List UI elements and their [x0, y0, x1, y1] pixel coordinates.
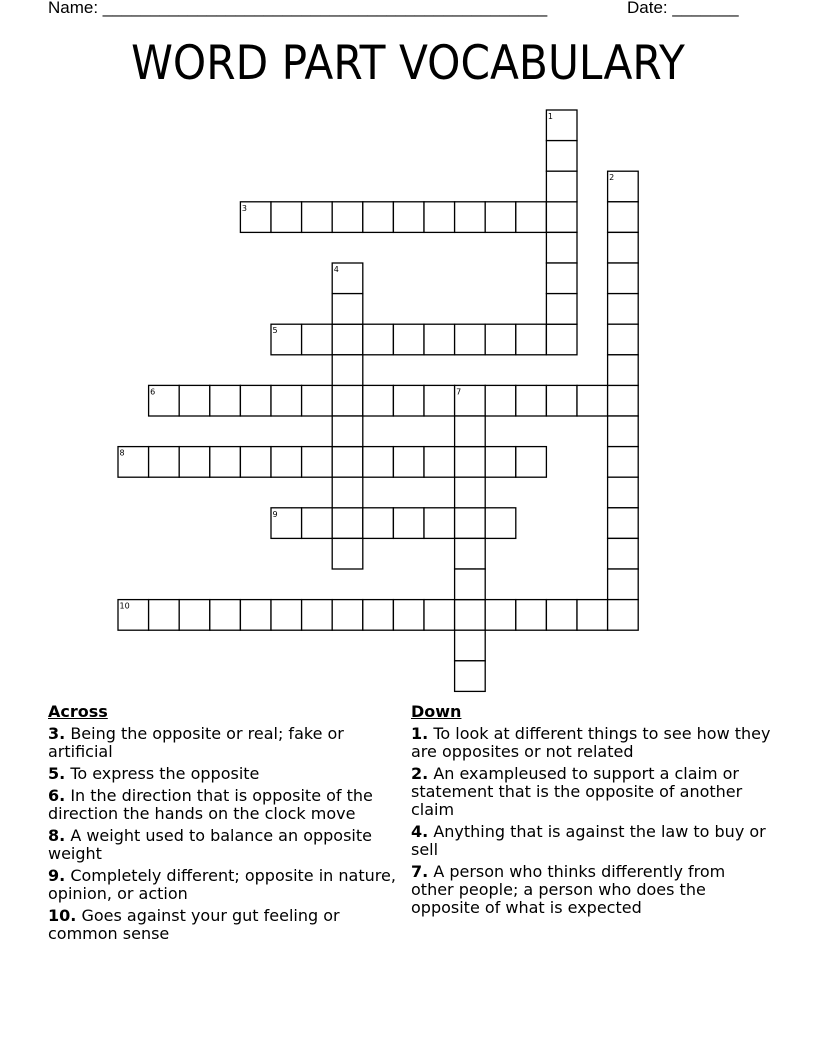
grid-cell[interactable] — [608, 538, 639, 569]
across-clue — [48, 867, 410, 903]
grid-cell[interactable] — [485, 447, 516, 478]
grid-cell[interactable] — [608, 600, 639, 631]
grid-cell[interactable] — [608, 324, 639, 355]
grid-cell[interactable] — [608, 355, 639, 386]
grid-cell[interactable] — [485, 385, 516, 416]
clue-text: An exampleused to support a claim or statement that is the opposite of another claim — [411, 764, 743, 819]
clue-number: 3. — [48, 724, 66, 743]
clue-text: Goes against your gut feeling or common sense — [48, 906, 340, 943]
grid-cell[interactable] — [516, 447, 547, 478]
grid-cell[interactable] — [393, 385, 424, 416]
cell-number: 5 — [272, 326, 278, 336]
grid-cell[interactable] — [516, 202, 547, 233]
clue-text: In the direction that is opposite of the direction the hands on the clock move — [48, 786, 373, 823]
grid-cell[interactable] — [271, 385, 302, 416]
grid-cell[interactable] — [332, 355, 363, 386]
clue-number: 5. — [48, 764, 66, 783]
grid-cell[interactable] — [516, 385, 547, 416]
cell-number: 6 — [150, 387, 156, 397]
grid-cell[interactable] — [608, 294, 639, 325]
cell-number: 7 — [456, 387, 462, 397]
clue-text: To express the opposite — [70, 764, 260, 783]
grid-cell[interactable] — [608, 263, 639, 294]
grid-cell[interactable] — [332, 538, 363, 569]
grid-cell[interactable] — [546, 141, 577, 172]
grid-cell[interactable] — [302, 508, 333, 539]
grid-cell[interactable] — [363, 385, 394, 416]
grid-cell[interactable] — [210, 447, 241, 478]
clue-number: 10. — [48, 906, 77, 925]
grid-cell[interactable] — [608, 477, 639, 508]
down-heading: Down — [411, 702, 462, 721]
grid-cell[interactable] — [546, 294, 577, 325]
grid-cell[interactable] — [179, 600, 210, 631]
grid-cell[interactable] — [271, 600, 302, 631]
grid-cell[interactable] — [455, 508, 486, 539]
grid-cell[interactable] — [332, 508, 363, 539]
grid-cell[interactable] — [424, 508, 455, 539]
grid-cell[interactable] — [393, 508, 424, 539]
grid-cell[interactable] — [455, 477, 486, 508]
grid-cell[interactable] — [455, 416, 486, 447]
grid-cell[interactable] — [424, 600, 455, 631]
grid-cell[interactable] — [577, 600, 608, 631]
clue-number: 9. — [48, 866, 66, 885]
clue-text: Completely different; opposite in nature, opinion, or action — [48, 866, 396, 903]
name-field[interactable]: Name: _______________________________________________ — [48, 0, 548, 17]
grid-cell[interactable] — [546, 232, 577, 263]
grid-cell[interactable] — [332, 416, 363, 447]
grid-cell[interactable] — [516, 600, 547, 631]
grid-cell[interactable] — [485, 600, 516, 631]
grid-cell[interactable] — [393, 447, 424, 478]
grid-cell[interactable] — [424, 385, 455, 416]
across-clues — [48, 703, 410, 947]
across-clue — [48, 907, 410, 943]
cell-number: 9 — [272, 509, 278, 519]
grid-cell[interactable] — [363, 202, 394, 233]
grid-cell[interactable] — [608, 569, 639, 600]
grid-cell[interactable] — [302, 324, 333, 355]
clue-text: A weight used to balance an opposite weight — [48, 826, 372, 863]
grid-cell[interactable] — [608, 508, 639, 539]
across-clue — [48, 765, 410, 783]
grid-cell[interactable] — [363, 600, 394, 631]
grid-cell[interactable] — [332, 447, 363, 478]
grid-cell[interactable] — [149, 447, 180, 478]
grid-cell[interactable] — [393, 324, 424, 355]
down-clue — [411, 725, 771, 761]
clue-number: 6. — [48, 786, 66, 805]
cell-number: 4 — [333, 265, 339, 274]
clue-number: 4. — [411, 822, 429, 841]
down-clues — [411, 703, 771, 921]
grid-cell[interactable] — [240, 447, 271, 478]
grid-cell[interactable] — [546, 171, 577, 202]
grid-cell[interactable] — [271, 447, 302, 478]
grid-cell[interactable] — [608, 202, 639, 233]
grid-cell[interactable] — [546, 385, 577, 416]
grid-cell[interactable] — [546, 263, 577, 294]
grid-cell[interactable] — [608, 447, 639, 478]
grid-cell[interactable] — [608, 416, 639, 447]
clue-text: To look at different things to see how they are opposites or not related — [411, 724, 771, 761]
grid-cell[interactable] — [455, 447, 486, 478]
grid-cell[interactable] — [393, 600, 424, 631]
cell-number: 10 — [119, 601, 130, 611]
across-clue — [48, 787, 410, 823]
grid-cell[interactable] — [332, 294, 363, 325]
grid-cell[interactable] — [485, 324, 516, 355]
clue-number: 2. — [411, 764, 429, 783]
grid-cell[interactable] — [455, 600, 486, 631]
grid-cell[interactable] — [455, 324, 486, 355]
grid-cell[interactable] — [485, 202, 516, 233]
down-clue — [411, 823, 771, 859]
grid-cell[interactable] — [332, 600, 363, 631]
grid-cell[interactable] — [546, 600, 577, 631]
grid-cell[interactable] — [332, 202, 363, 233]
clue-text: A person who thinks differently from other people; a person who does the opposite of what is expected — [411, 862, 726, 917]
grid-cell[interactable] — [363, 324, 394, 355]
across-heading: Across — [48, 702, 108, 721]
across-clue — [48, 725, 410, 761]
grid-cell[interactable] — [332, 477, 363, 508]
grid-cell[interactable] — [240, 385, 271, 416]
page-title: WORD PART VOCABULARY — [131, 36, 685, 91]
grid-cell[interactable] — [271, 202, 302, 233]
down-clue — [411, 863, 771, 917]
grid-cell[interactable] — [179, 385, 210, 416]
date-field[interactable]: Date: _______ — [627, 0, 739, 17]
across-clue — [48, 827, 410, 863]
grid-cell[interactable] — [455, 569, 486, 600]
grid-cell[interactable] — [302, 202, 333, 233]
grid-cell[interactable] — [455, 630, 486, 661]
grid-cell[interactable] — [302, 385, 333, 416]
cell-number: 8 — [119, 448, 125, 458]
grid-cell[interactable] — [240, 600, 271, 631]
clue-number: 1. — [411, 724, 429, 743]
grid-cell[interactable] — [363, 447, 394, 478]
clue-text: Being the opposite or real; fake or artificial — [48, 724, 344, 761]
down-clue — [411, 765, 771, 819]
clue-text: Anything that is against the law to buy or sell — [411, 822, 766, 859]
grid-cell[interactable] — [455, 661, 486, 692]
grid-cell[interactable] — [516, 324, 547, 355]
cell-number: 1 — [547, 112, 553, 121]
grid-cell[interactable] — [210, 385, 241, 416]
grid-cell[interactable] — [210, 600, 241, 631]
grid-cell[interactable] — [608, 232, 639, 263]
grid-cell[interactable] — [455, 202, 486, 233]
grid-cell[interactable] — [149, 600, 180, 631]
grid-cell[interactable] — [546, 324, 577, 355]
grid-cell[interactable] — [424, 202, 455, 233]
grid-cell[interactable] — [424, 324, 455, 355]
grid-cell[interactable] — [363, 508, 394, 539]
clue-number: 8. — [48, 826, 66, 845]
grid-cell[interactable] — [608, 385, 639, 416]
cell-number: 2 — [609, 173, 615, 183]
grid-cell[interactable] — [393, 202, 424, 233]
cell-number: 3 — [241, 203, 247, 213]
grid-cell[interactable] — [485, 508, 516, 539]
clue-number: 7. — [411, 862, 429, 881]
grid-cell[interactable] — [332, 385, 363, 416]
grid-cell[interactable] — [455, 538, 486, 569]
grid-cell[interactable] — [332, 324, 363, 355]
grid-cell[interactable] — [577, 385, 608, 416]
grid-cell[interactable] — [424, 447, 455, 478]
grid-cell[interactable] — [302, 447, 333, 478]
grid-cell[interactable] — [546, 202, 577, 233]
grid-cell[interactable] — [179, 447, 210, 478]
grid-cell[interactable] — [302, 600, 333, 631]
